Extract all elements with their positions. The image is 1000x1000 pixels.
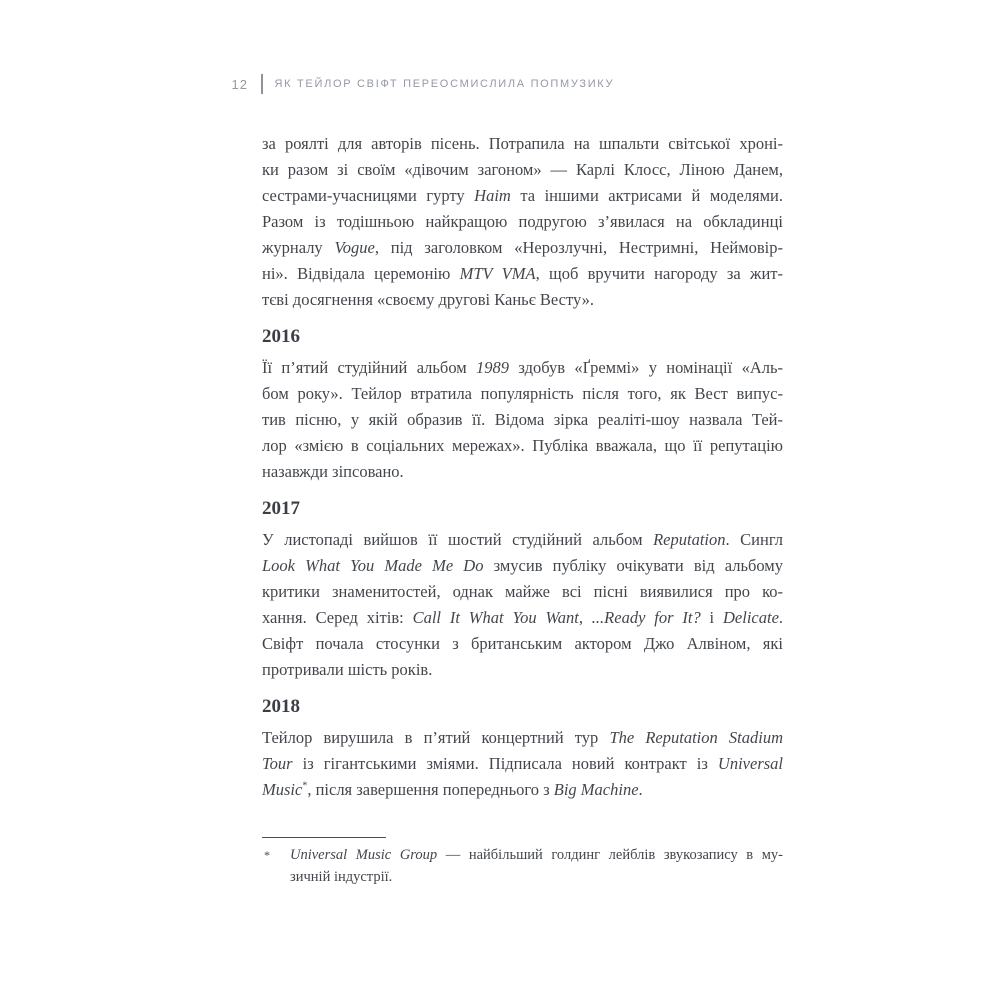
text-line: критики знаменитостей, однак майже всі пісні виявилися про ко- bbox=[262, 582, 783, 601]
footnote-body bbox=[262, 844, 783, 888]
header-divider bbox=[261, 74, 263, 94]
text-line: хання. Серед хітів: Call It What You Want, ...Ready for It? і Delicate. bbox=[262, 608, 783, 627]
text-line: назавжди зіпсовано. bbox=[262, 462, 404, 481]
body-text bbox=[262, 131, 783, 803]
footnote-line: Universal Music Group — найбільший голдинг лейблів звукозапису в му- bbox=[290, 847, 783, 863]
footnote-rule bbox=[262, 837, 386, 838]
text-line: Її п’ятий студійний альбом 1989 здобув «Ґреммі» у номінації «Аль- bbox=[262, 358, 783, 377]
text-line: тєві досягнення «своєму другові Каньє Весту». bbox=[262, 290, 595, 309]
text-line: сестрами-учасницями гурту Haim та іншими актрисами й моделями. bbox=[262, 186, 783, 205]
text-line: бом року». Тейлор втратила популярність після того, як Вест випус- bbox=[262, 384, 783, 403]
running-header bbox=[231, 73, 614, 95]
year-heading: 2018 bbox=[262, 696, 300, 717]
text-line: Music*, після завершення попереднього з Big Machine. bbox=[262, 780, 643, 799]
text-line: журналу Vogue, під заголовком «Нерозлучні, Нестримні, Неймовір- bbox=[262, 238, 783, 257]
text-line: ки разом зі своїм «дівочим загоном» — Карлі Клосс, Ліною Данем, bbox=[262, 160, 783, 179]
text-line: Look What You Made Me Do змусив публіку очікувати від альбому bbox=[262, 556, 783, 575]
text-line: Тейлор вирушила в п’ятий концертний тур The Reputation Stadium bbox=[262, 728, 783, 747]
chapter-title: ЯК ТЕЙЛОР СВІФТ ПЕРЕОСМИСЛИЛА ПОПМУЗИКУ bbox=[274, 78, 615, 90]
text-line: за роялті для авторів пісень. Потрапила на шпальти світської хроні- bbox=[262, 134, 783, 153]
footnote-line: зичній індустрії. bbox=[290, 869, 393, 885]
paragraph bbox=[262, 527, 783, 683]
text-line: ні». Відвідала церемонію MTV VMA, щоб вручити нагороду за жит- bbox=[262, 264, 783, 283]
text-line: Свіфт почала стосунки з британським актором Джо Алвіном, які bbox=[262, 634, 783, 653]
paragraph bbox=[262, 355, 783, 485]
text-line: лор «змією в соціальних мережах». Публіка вважала, що її репутацію bbox=[262, 436, 783, 455]
text-line: Разом із тодішньою найкращою подругою з’явилася на обкладинці bbox=[262, 212, 783, 231]
paragraph bbox=[262, 725, 783, 803]
page-number: 12 bbox=[231, 76, 248, 92]
footnote bbox=[262, 837, 783, 888]
footnote-marker: * bbox=[264, 848, 270, 862]
text-line: протривали шість років. bbox=[262, 660, 433, 679]
text-line: тив пісню, у якій образив її. Відома зірка реаліті-шоу назвала Тей- bbox=[262, 410, 783, 429]
year-heading: 2017 bbox=[262, 498, 300, 519]
paragraph bbox=[262, 131, 783, 313]
year-heading: 2016 bbox=[262, 326, 300, 347]
text-line: Tour із гігантськими зміями. Підписала новий контракт із Universal bbox=[262, 754, 783, 773]
text-line: У листопаді вийшов її шостий студійний альбом Reputation. Сингл bbox=[262, 530, 783, 549]
